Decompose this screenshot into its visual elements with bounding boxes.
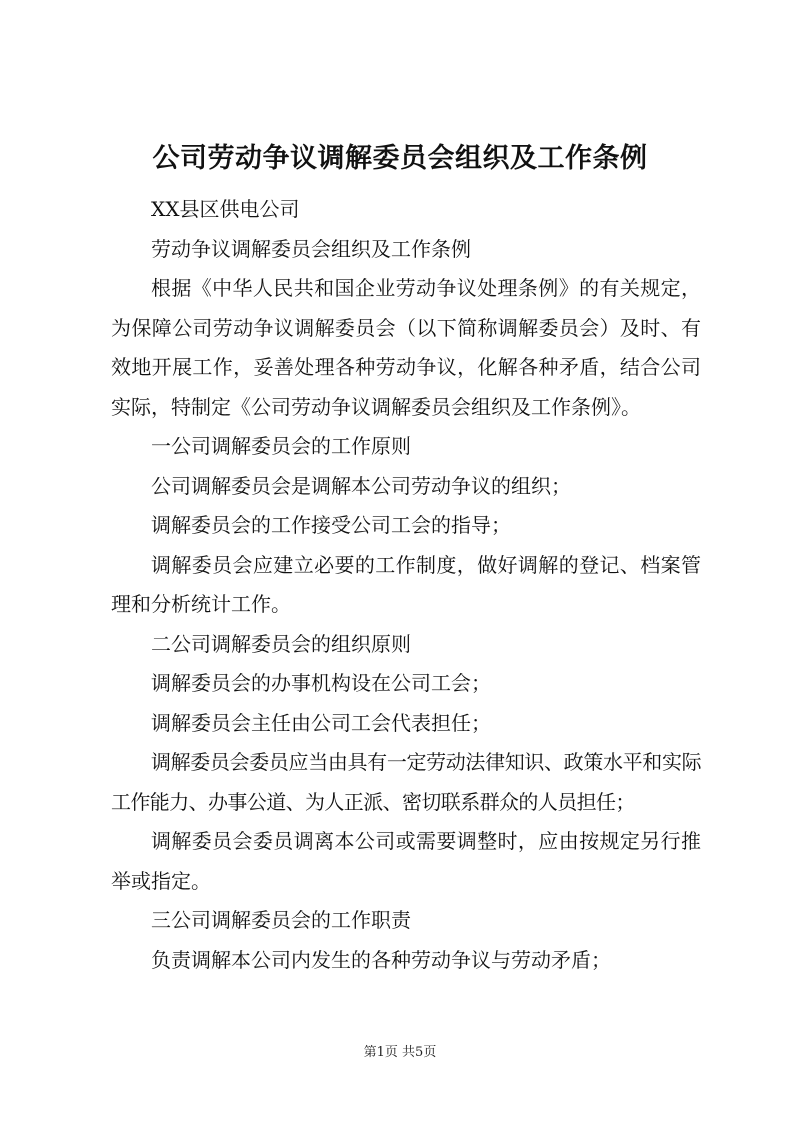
regulation-subtitle: 劳动争议调解委员会组织及工作条例	[151, 236, 471, 261]
paragraph: 调解委员会委员调离本公司或需要调整时，应由按规定另行推举或指定。	[111, 829, 701, 893]
paragraph: 调解委员会主任由公司工会代表担任；	[151, 710, 491, 735]
page-number-footer: 第1页 共5页	[363, 1045, 437, 1060]
company-name-line: XX县区供电公司	[151, 197, 300, 221]
document-title: 公司劳动争议调解委员会组织及工作条例	[152, 143, 648, 174]
section-heading-work-principles: 一公司调解委员会的工作原则	[151, 434, 411, 458]
paragraph: 调解委员会委员应当由具有一定劳动法律知识、政策水平和实际工作能力、办事公道、为人正派、密切联系群众的人员担任；	[111, 750, 701, 814]
paragraph: 负责调解本公司内发生的各种劳动争议与劳动矛盾；	[151, 947, 611, 972]
section-heading-work-duties: 三公司调解委员会的工作职责	[151, 908, 411, 932]
document-body	[111, 190, 701, 980]
intro-paragraph: 根据《中华人民共和国企业劳动争议处理条例》的有关规定，为保障公司劳动争议调解委员会（以下简称调解委员会）及时、有效地开展工作，妥善处理各种劳动争议，化解各种矛盾，结合公司实际，特制定《公司劳动争议调解委员会组织及工作条例》。	[111, 276, 701, 419]
paragraph: 调解委员会的工作接受公司工会的指导；	[151, 513, 511, 537]
paragraph: 公司调解委员会是调解本公司劳动争议的组织；	[151, 473, 571, 498]
paragraph: 调解委员会应建立必要的工作制度，做好调解的登记、档案管理和分析统计工作。	[111, 552, 701, 616]
section-heading-organization-principles: 二公司调解委员会的组织原则	[151, 631, 411, 656]
paragraph: 调解委员会的办事机构设在公司工会；	[151, 671, 491, 695]
